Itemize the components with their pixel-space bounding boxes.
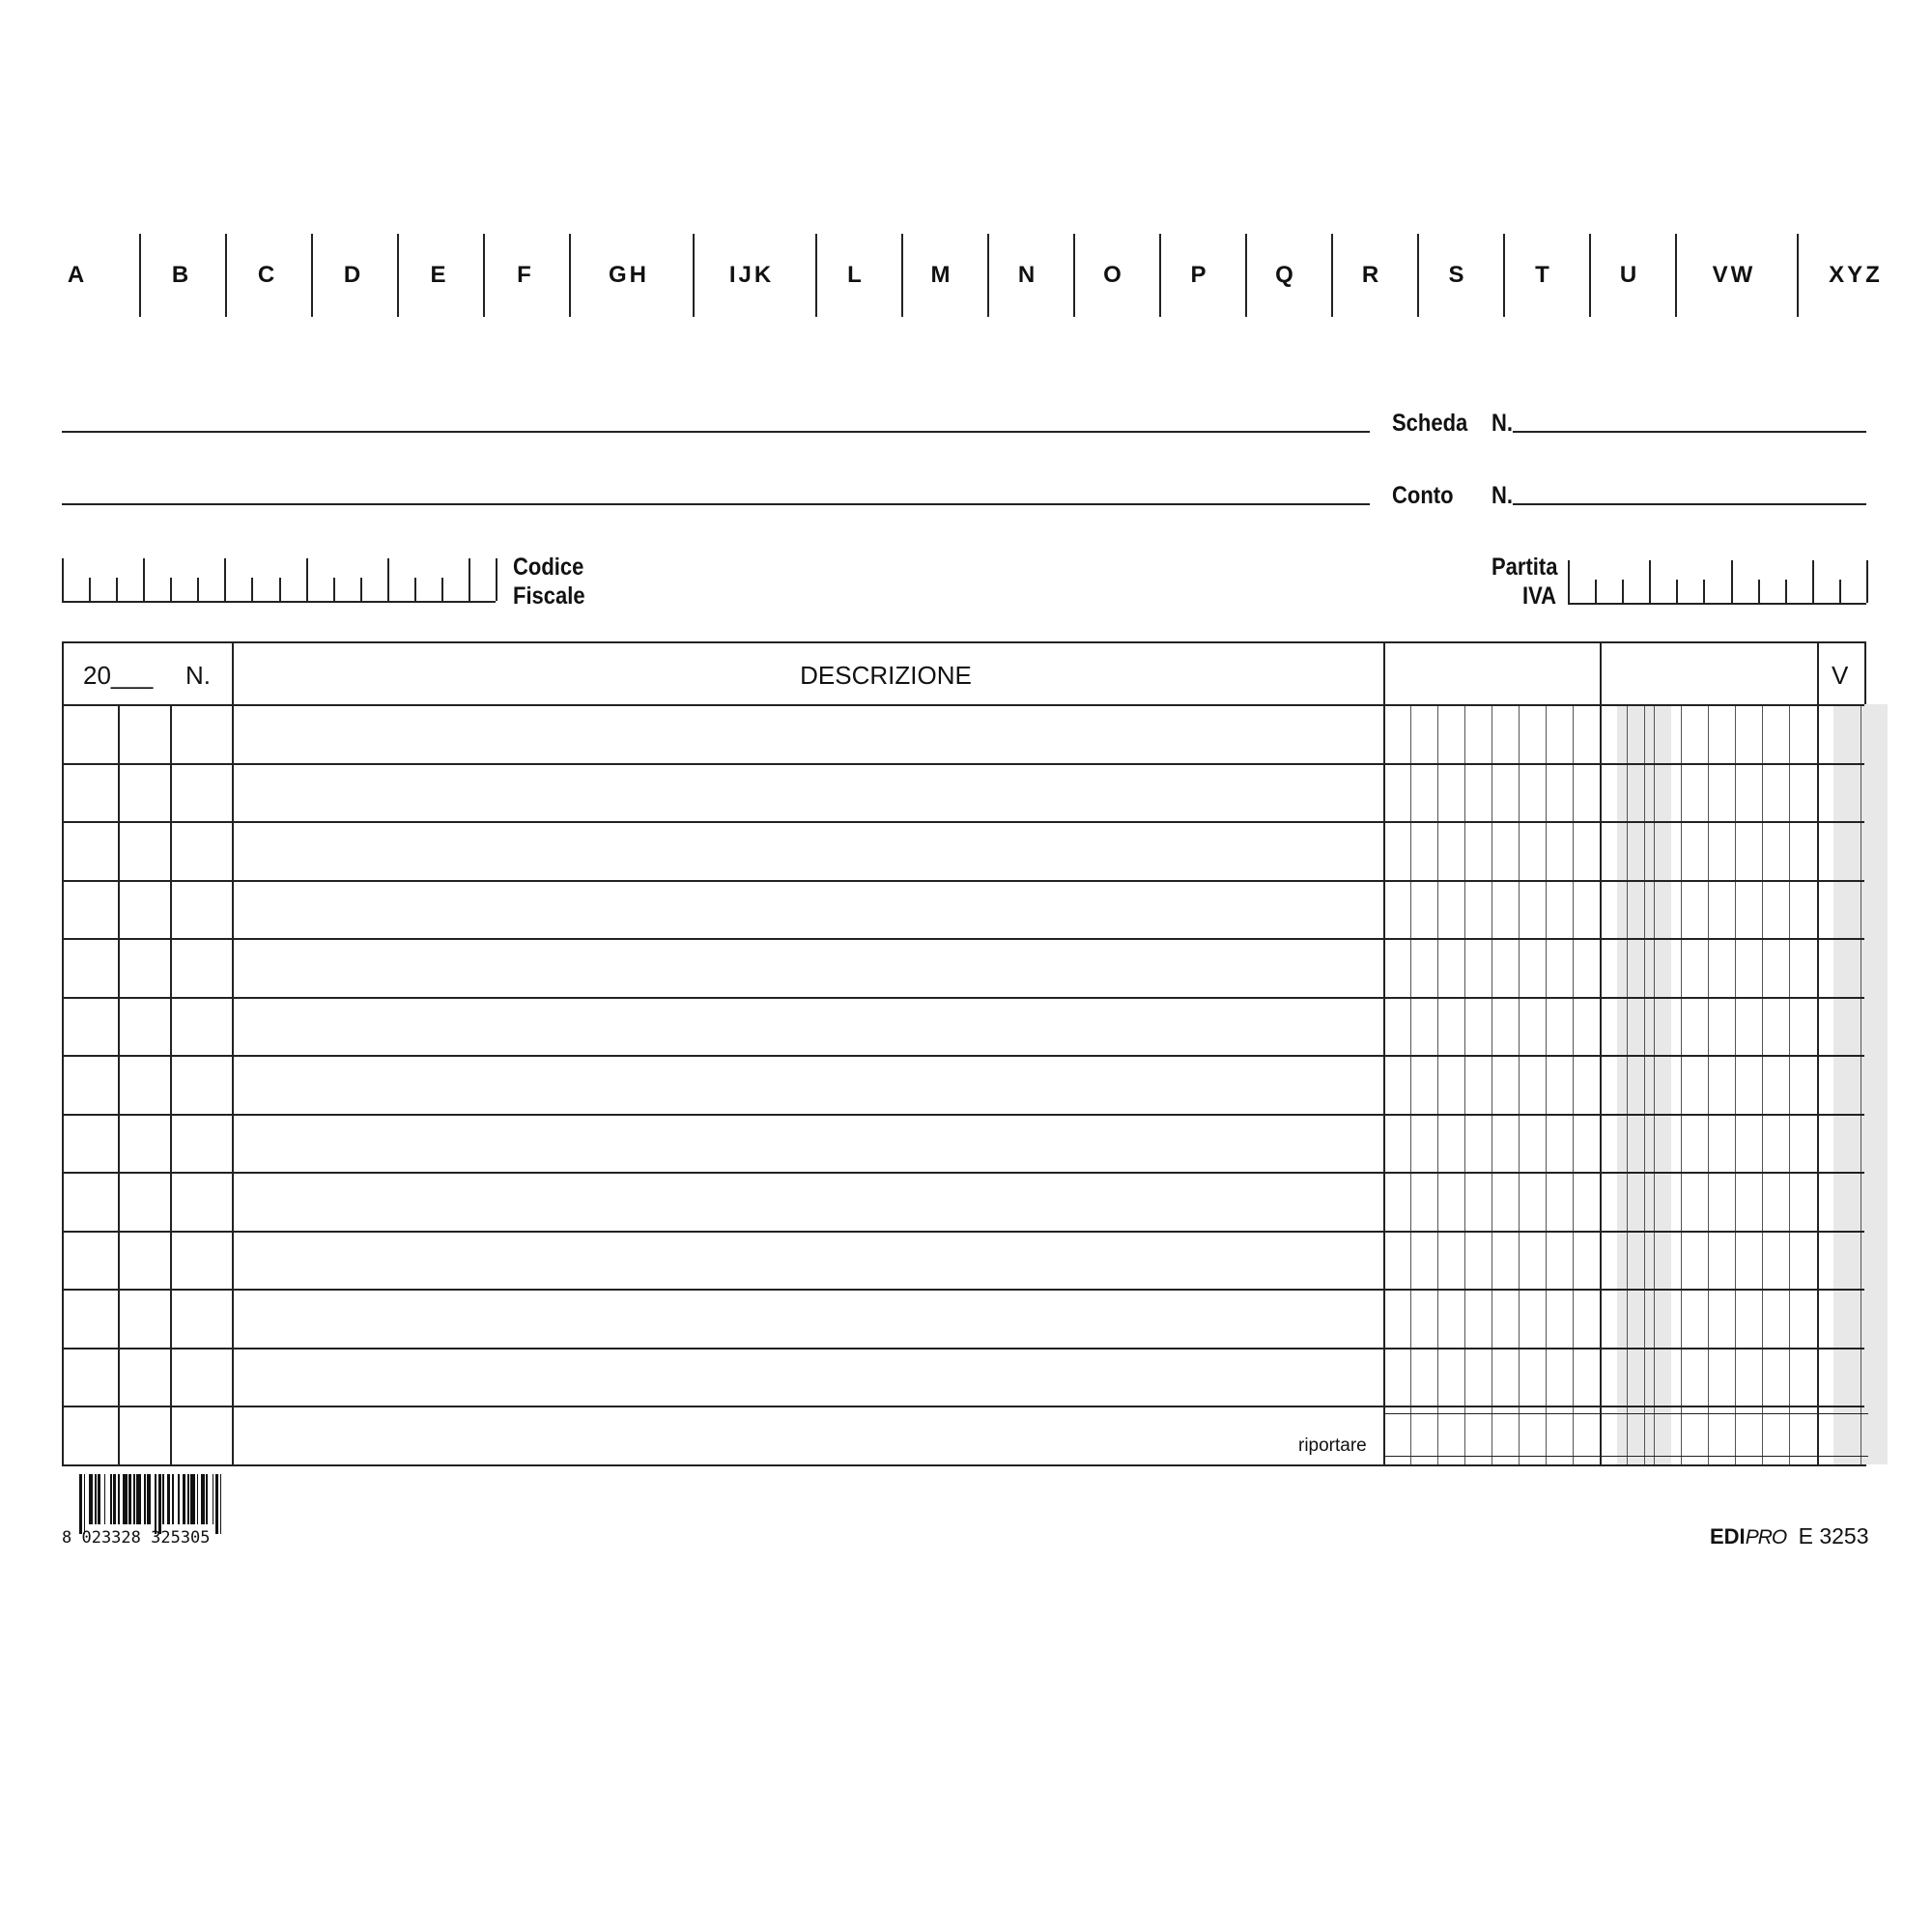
partita-iva-field[interactable] [1568, 560, 1866, 605]
index-tab-d[interactable]: D [343, 262, 364, 288]
shaded-column [1617, 704, 1644, 1464]
index-tab-p[interactable]: P [1190, 262, 1209, 288]
index-tab-vw[interactable]: VW [1712, 262, 1756, 288]
index-tab-ijk[interactable]: IJK [728, 262, 775, 288]
digit-column-line [1789, 704, 1790, 1464]
code-box-tick [414, 578, 416, 601]
code-box-tick [441, 578, 443, 601]
index-tab-e[interactable]: E [430, 262, 449, 288]
name-line-2[interactable] [62, 503, 1370, 505]
code-box-tick [1649, 560, 1651, 603]
name-line-1[interactable] [62, 431, 1370, 433]
row-divider [64, 821, 1864, 823]
barcode-bar [162, 1474, 164, 1524]
conto-number-field[interactable] [1513, 503, 1866, 505]
barcode-number: 8 023328 325305 [62, 1528, 211, 1548]
code-box-tick [1758, 580, 1760, 603]
barcode-bar [183, 1474, 185, 1524]
code-box-tick [170, 578, 172, 601]
index-tab-separator [483, 234, 485, 317]
barcode-bar [213, 1474, 214, 1524]
barcode-bar [98, 1474, 100, 1524]
partita-iva-label-line2: IVA [1522, 582, 1557, 610]
digit-column-line [1762, 704, 1763, 1464]
index-tab-u[interactable]: U [1619, 262, 1640, 288]
barcode-bar [197, 1474, 199, 1524]
digit-column-line [1546, 704, 1547, 1464]
digit-column-line [1681, 704, 1682, 1464]
shaded-column [1861, 704, 1888, 1464]
row-divider [64, 1172, 1864, 1174]
code-box-tick [306, 558, 308, 601]
barcode-bar [79, 1474, 82, 1534]
index-tab-t[interactable]: T [1535, 262, 1552, 288]
scheda-number-field[interactable] [1513, 431, 1866, 433]
row-divider [64, 1114, 1864, 1116]
index-tab-xyz[interactable]: XYZ [1829, 262, 1883, 288]
index-tab-f[interactable]: F [517, 262, 534, 288]
row-divider [64, 938, 1864, 940]
index-tab-separator [1417, 234, 1419, 317]
barcode-bar [104, 1474, 106, 1524]
index-tab-separator [397, 234, 399, 317]
index-tab-r[interactable]: R [1361, 262, 1382, 288]
codice-fiscale-label-line1: Codice [513, 554, 584, 581]
brand-suffix: PRO [1745, 1526, 1787, 1548]
column-divider [118, 704, 120, 1464]
barcode-bar [190, 1474, 195, 1524]
index-tab-s[interactable]: S [1448, 262, 1467, 288]
digit-column-line [1437, 704, 1438, 1464]
codice-fiscale-field[interactable] [62, 558, 496, 603]
barcode-bar [201, 1474, 204, 1524]
scheda-number-label: N. [1492, 410, 1513, 437]
digit-column-line [1644, 704, 1645, 1464]
shaded-column [1644, 704, 1671, 1464]
barcode-bar [133, 1474, 135, 1524]
check-header: V [1832, 661, 1849, 690]
index-tab-separator [311, 234, 313, 317]
code-box-tick [496, 558, 497, 601]
index-tab-separator [1245, 234, 1247, 317]
code-box-tick [251, 578, 253, 601]
index-tab-l[interactable]: L [847, 262, 865, 288]
code-box-tick [1676, 580, 1678, 603]
description-header: DESCRIZIONE [800, 661, 972, 690]
row-divider [64, 1289, 1864, 1291]
barcode-bar [187, 1474, 189, 1524]
index-tab-b[interactable]: B [171, 262, 192, 288]
digit-column-line [1573, 704, 1574, 1464]
digit-column-line [1519, 704, 1520, 1464]
code-box-tick [1812, 560, 1814, 603]
index-tab-separator [569, 234, 571, 317]
header-divider [64, 704, 1864, 706]
barcode-bar [95, 1474, 97, 1524]
index-tab-separator [1073, 234, 1075, 317]
brand-logo [1710, 1523, 1869, 1549]
code-box-tick [387, 558, 389, 601]
total-rule [1383, 1413, 1868, 1414]
barcode-bar [123, 1474, 128, 1524]
index-tab-separator [1331, 234, 1333, 317]
digit-column-line [1410, 704, 1411, 1464]
row-divider [64, 880, 1864, 882]
code-box-tick [469, 558, 470, 601]
column-divider [1600, 643, 1602, 1464]
year-header: 20___ [83, 661, 154, 690]
code-box-tick [1622, 580, 1624, 603]
index-tab-separator [987, 234, 989, 317]
digit-column-line [1735, 704, 1736, 1464]
column-divider [1817, 643, 1819, 1464]
conto-number-label: N. [1492, 482, 1513, 509]
code-box-tick [62, 558, 64, 601]
barcode-bar [206, 1474, 208, 1524]
index-tab-separator [693, 234, 695, 317]
code-box-tick [143, 558, 145, 601]
code-box-tick [1568, 560, 1570, 603]
row-divider [64, 1231, 1864, 1233]
code-box-tick [1595, 580, 1597, 603]
code-box-tick [197, 578, 199, 601]
code-box-tick [360, 578, 362, 601]
barcode-bar [89, 1474, 94, 1524]
row-divider [64, 997, 1864, 999]
conto-label: Conto [1392, 482, 1454, 509]
index-tab-separator [815, 234, 817, 317]
digit-column-line [1627, 704, 1628, 1464]
ledger-table [62, 641, 1866, 1466]
index-tab-c[interactable]: C [257, 262, 278, 288]
barcode-bar [128, 1474, 131, 1524]
brand-name: EDI [1710, 1524, 1746, 1548]
codice-fiscale-label-line2: Fiscale [513, 582, 585, 610]
barcode-bar [155, 1474, 156, 1534]
code-box-tick [1731, 560, 1733, 603]
code-box-tick [333, 578, 335, 601]
column-divider [1383, 643, 1385, 1464]
index-tab-separator [1797, 234, 1799, 317]
product-code: E 3253 [1798, 1523, 1869, 1548]
barcode-bar [167, 1474, 170, 1524]
index-tab-a[interactable]: A [67, 262, 88, 288]
row-divider [64, 763, 1864, 765]
index-tab-separator [1675, 234, 1677, 317]
index-tab-gh[interactable]: GH [609, 262, 649, 288]
alphabet-index-strip [0, 234, 1932, 317]
code-box-tick [1839, 580, 1841, 603]
index-tab-separator [139, 234, 141, 317]
barcode-bar [215, 1474, 218, 1534]
column-divider [170, 704, 172, 1464]
digit-column-line [1708, 704, 1709, 1464]
barcode-bar [147, 1474, 150, 1524]
row-divider [64, 1055, 1864, 1057]
partita-iva-label-line1: Partita [1492, 554, 1558, 581]
barcode-bar [118, 1474, 120, 1524]
row-divider [64, 1348, 1864, 1350]
number-header: N. [185, 661, 211, 690]
barcode-bar [172, 1474, 174, 1524]
digit-column-line [1464, 704, 1465, 1464]
barcode-bar [144, 1474, 146, 1524]
index-tab-separator [1503, 234, 1505, 317]
code-box-tick [116, 578, 118, 601]
index-tab-n[interactable]: N [1017, 262, 1038, 288]
column-divider [232, 643, 234, 1464]
barcode-bar [113, 1474, 116, 1524]
index-tab-separator [225, 234, 227, 317]
index-tab-separator [1159, 234, 1161, 317]
index-tab-o[interactable]: O [1103, 262, 1124, 288]
code-box-tick [224, 558, 226, 601]
shaded-column [1833, 704, 1861, 1464]
code-box-tick [279, 578, 281, 601]
barcode-bar [110, 1474, 112, 1524]
total-rule [1383, 1456, 1868, 1457]
barcode-bar [84, 1474, 86, 1534]
code-box-tick [1866, 560, 1868, 603]
scheda-label: Scheda [1392, 410, 1468, 437]
index-tab-q[interactable]: Q [1275, 262, 1296, 288]
barcode-bar [178, 1474, 180, 1524]
index-tab-separator [901, 234, 903, 317]
barcode-bar [158, 1474, 161, 1534]
row-divider [64, 1406, 1864, 1407]
code-box-tick [1703, 580, 1705, 603]
code-box-tick [1785, 580, 1787, 603]
digit-column-line [1654, 704, 1655, 1464]
index-tab-separator [1589, 234, 1591, 317]
code-box-tick [89, 578, 91, 601]
barcode-bar [220, 1474, 222, 1534]
barcode-bar [136, 1474, 141, 1524]
carry-forward-label: riportare [1298, 1435, 1367, 1456]
index-tab-m[interactable]: M [930, 262, 953, 288]
